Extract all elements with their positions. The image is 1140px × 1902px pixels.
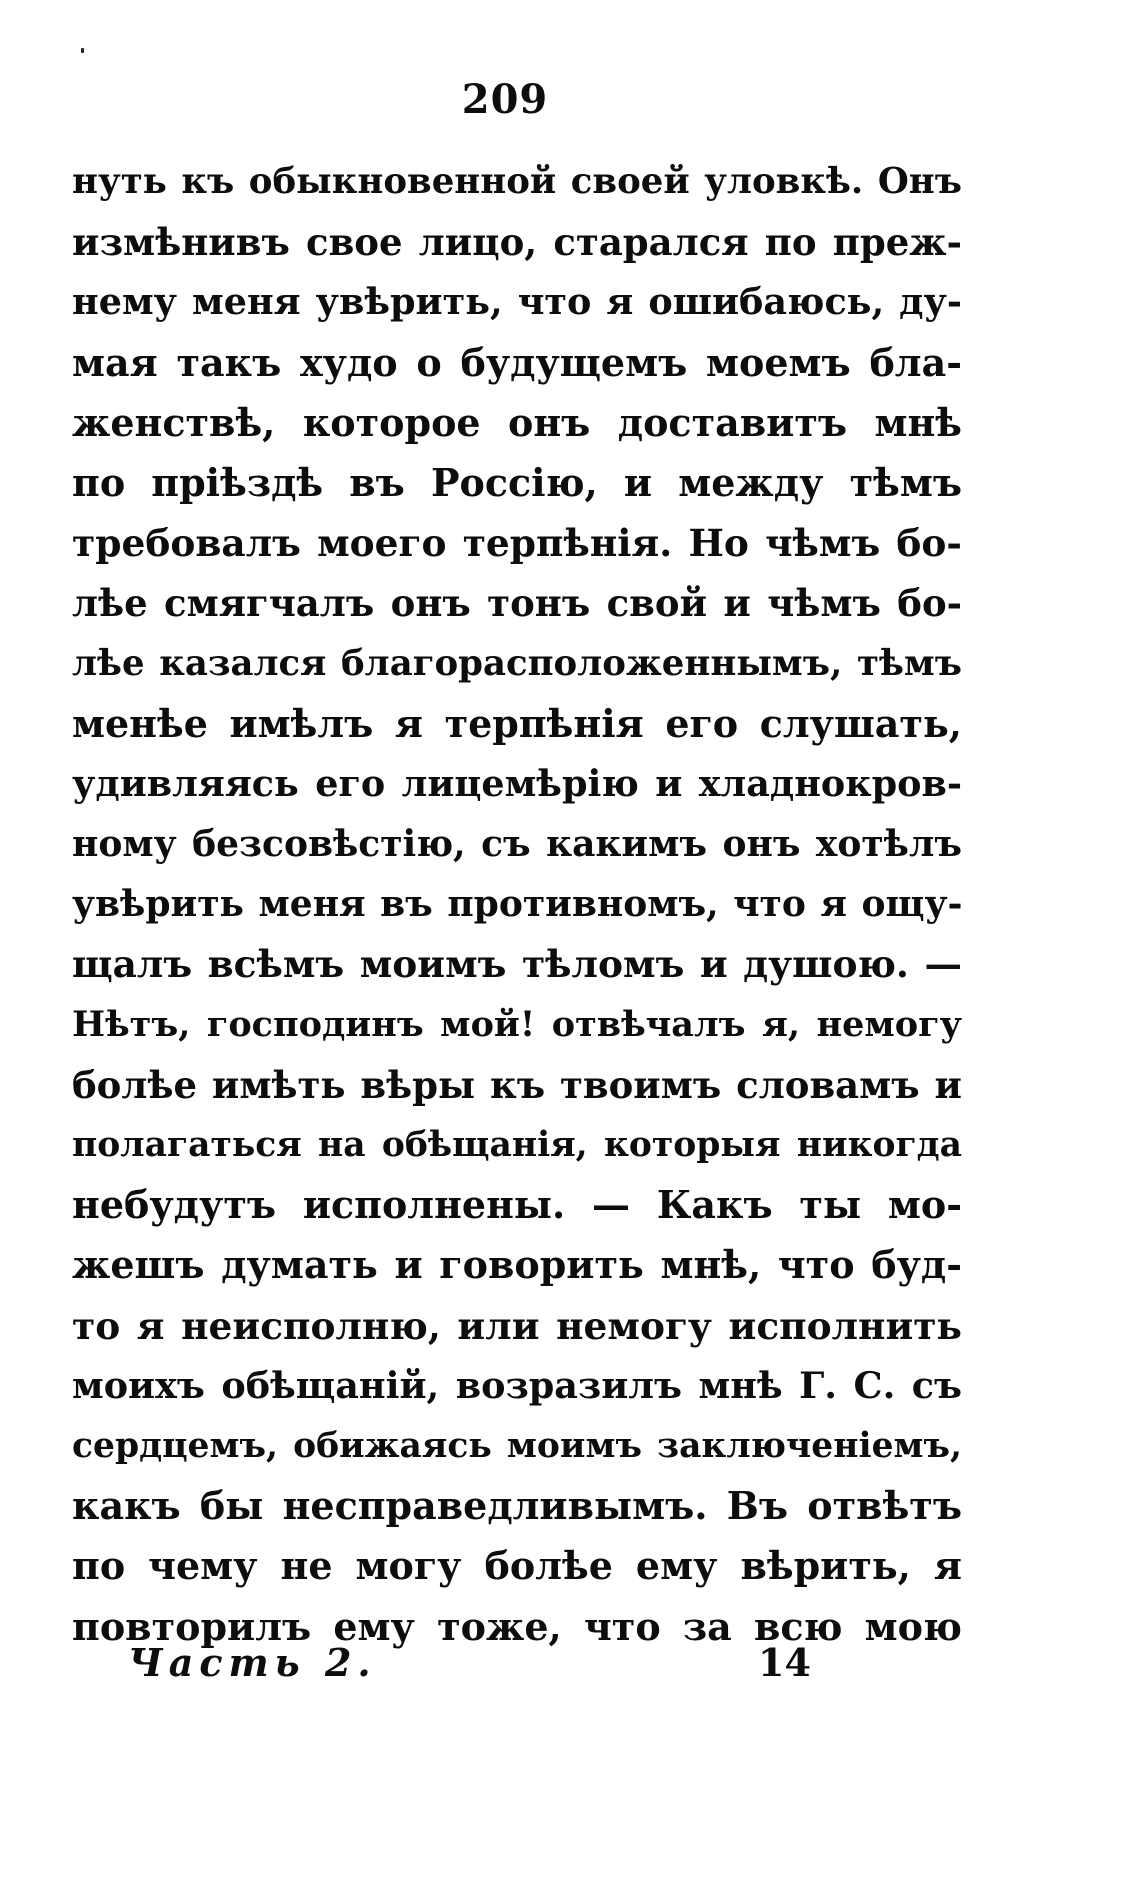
body-text [72,152,962,1657]
text-line: повторилъ ему тоже, что за всю мою [72,1603,962,1649]
signature-mark: Часть 2. [128,1640,377,1685]
text-line: нуть къ обыкновенной своей уловкѣ. Онъ [72,161,962,202]
text-line: ному безсовѣстію, съ какимъ онъ хотѣлъ [72,823,962,866]
text-line: измѣнивъ свое лицо, старался по преж- [72,220,962,265]
text-line: сердцемъ, обижаясь моимъ заключеніемъ, [72,1425,962,1466]
text-line: лѣе смягчалъ онъ тонъ свой и чѣмъ бо- [72,581,962,626]
text-line: по пріѣздѣ въ Россію, и между тѣмъ [72,459,962,505]
text-line: щалъ всѣмъ моимъ тѣломъ и душою. — [72,942,962,987]
text-line: жешъ думать и говорить мнѣ, что буд- [72,1242,962,1288]
text-line: по чему не могу болѣе ему вѣрить, я [72,1543,962,1589]
text-line: мая такъ худо о будущемъ моемъ бла- [72,339,962,385]
text-line: моихъ обѣщаній, возразилъ мнѣ Г. С. съ [72,1363,962,1407]
text-line: увѣрить меня въ противномъ, что я ощу- [72,883,963,926]
sheet-number: 14 [758,1640,811,1685]
text-line: какъ бы несправедливымъ. Въ отвѣтъ [72,1483,962,1529]
text-line: женствѣ, которое онъ доставитъ мнѣ [72,399,962,445]
text-line: требовалъ моего терпѣнія. Но чѣмъ бо- [72,521,962,566]
page-number: 209 [461,76,549,123]
text-line: Нѣтъ, господинъ мой! отвѣчалъ я, немогу [72,1003,962,1045]
text-line: менѣе имѣлъ я терпѣнія его слушать, [72,700,962,746]
text-line: нему меня увѣрить, что я ошибаюсь, ду- [72,280,962,324]
text-line: лѣе казался благорасположеннымъ, тѣмъ [72,642,962,684]
page-footer [72,1640,962,1700]
text-line: небудутъ исполнены. — Какъ ты мо- [72,1182,962,1228]
text-line: удивляясь его лицемѣрію и хладнокров- [72,761,962,805]
text-line: то я неисполню, или немогу исполнить [72,1303,962,1348]
text-line: болѣе имѣть вѣры къ твоимъ словамъ и [72,1062,962,1107]
text-line: полагаться на обѣщанія, которыя никогда [72,1125,962,1165]
ink-speck [81,48,84,53]
